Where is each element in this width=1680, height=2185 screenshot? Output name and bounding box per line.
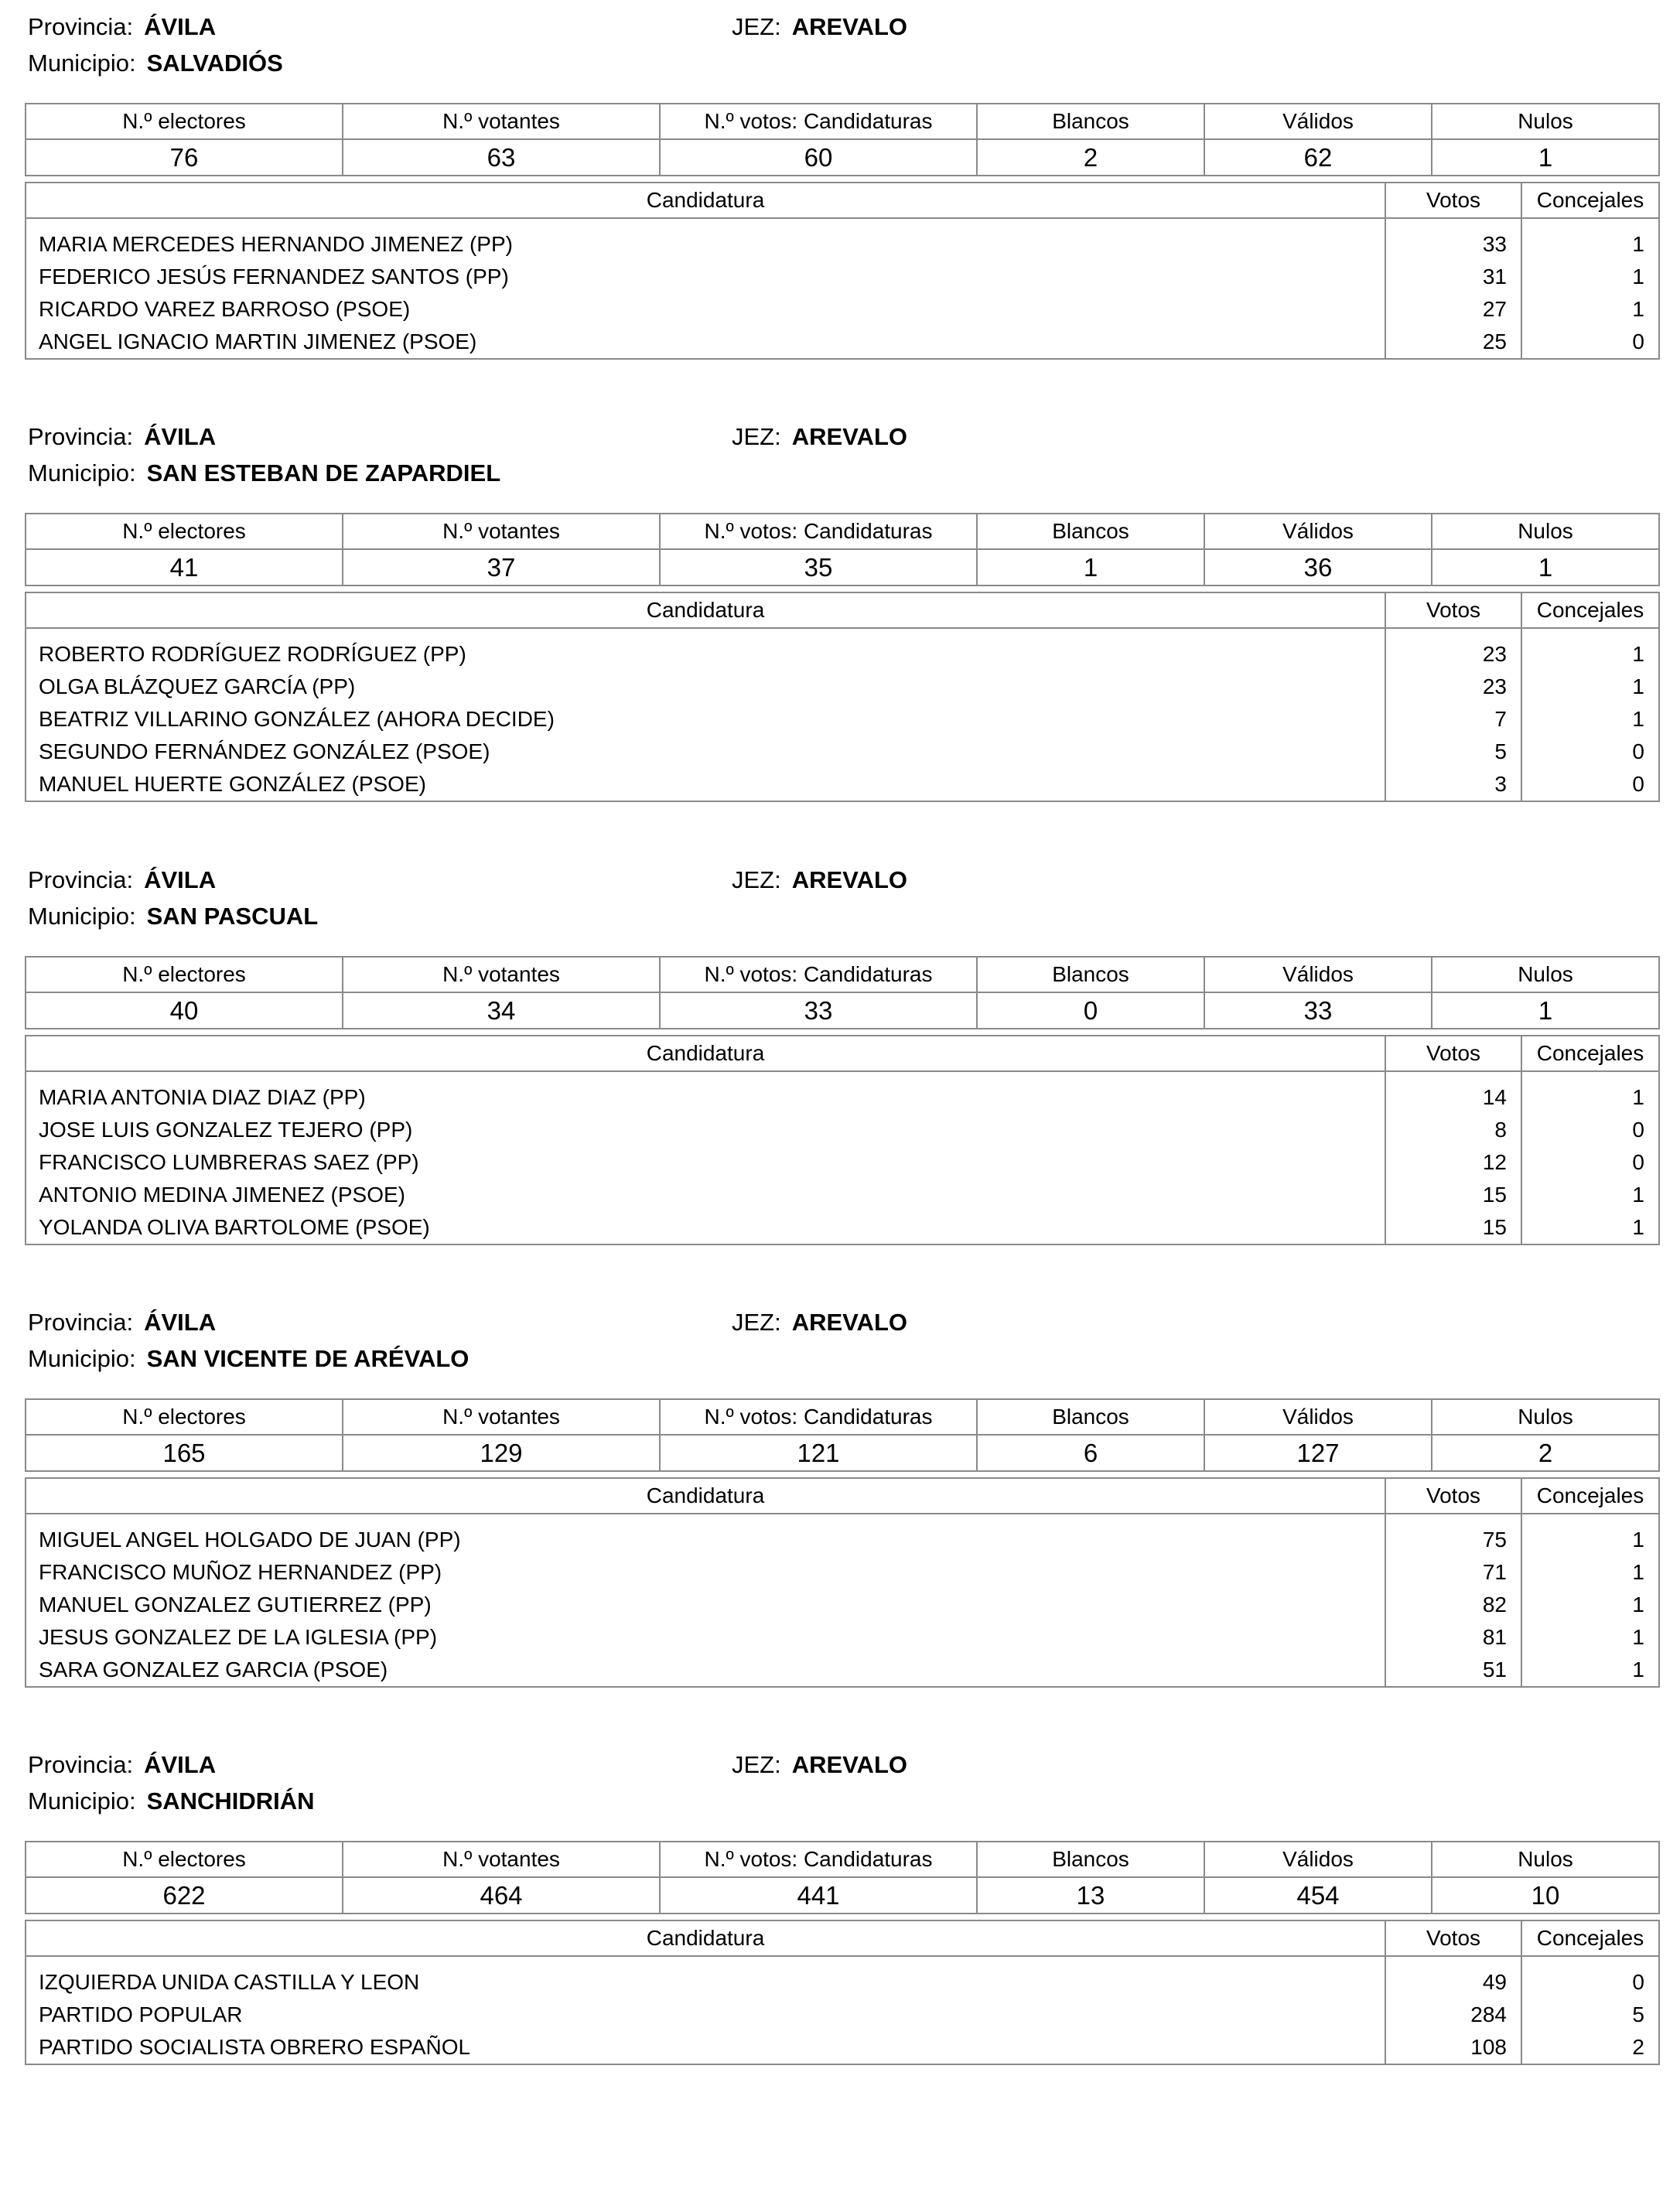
candidate-concejales: 0	[1521, 326, 1659, 359]
stats-header-cell: Válidos	[1204, 514, 1432, 549]
stats-value-cell: 127	[1204, 1435, 1432, 1471]
jez-label: JEZ:	[732, 1751, 781, 1778]
candidate-name: ROBERTO RODRÍGUEZ RODRÍGUEZ (PP)	[26, 638, 1385, 671]
stats-header-cell: Nulos	[1432, 104, 1659, 139]
candidate-concejales: 2	[1521, 2031, 1659, 2064]
stats-value-row	[26, 992, 1659, 1029]
jez-label: JEZ:	[732, 866, 781, 893]
stats-header-row	[26, 514, 1659, 549]
stats-value-cell: 441	[660, 1877, 977, 1914]
provincia-value: ÁVILA	[144, 1751, 217, 1778]
provincia-label: Provincia:	[28, 13, 134, 40]
candidate-votos: 23	[1385, 671, 1521, 703]
candidate-votos: 27	[1385, 293, 1521, 326]
spacer-cell	[1521, 1071, 1659, 1081]
provincia-line	[28, 424, 216, 450]
spacer-cell	[26, 1514, 1385, 1524]
candidate-name: PARTIDO SOCIALISTA OBRERO ESPAÑOL	[26, 2031, 1385, 2064]
stats-value-cell: 129	[343, 1435, 660, 1471]
candidate-concejales: 1	[1521, 703, 1659, 736]
jez-value: AREVALO	[791, 866, 907, 893]
jez-label: JEZ:	[732, 13, 781, 40]
candidate-name: FEDERICO JESÚS FERNANDEZ SANTOS (PP)	[26, 261, 1385, 293]
candidate-concejales: 1	[1521, 1179, 1659, 1211]
candidate-votos: 15	[1385, 1211, 1521, 1244]
stats-value-cell: 34	[343, 992, 660, 1029]
stats-header-cell: N.º votos: Candidaturas	[660, 1842, 977, 1877]
candidate-votos: 15	[1385, 1179, 1521, 1211]
candidate-row	[26, 1146, 1659, 1179]
candidate-concejales: 1	[1521, 671, 1659, 703]
candidate-concejales: 0	[1521, 1966, 1659, 1999]
candidate-name: MARIA MERCEDES HERNANDO JIMENEZ (PP)	[26, 228, 1385, 261]
spacer-cell	[1521, 1514, 1659, 1524]
jez-line	[732, 14, 907, 40]
stats-value-cell: 1	[1432, 139, 1659, 176]
provincia-value: ÁVILA	[144, 423, 217, 450]
candidates-table	[25, 1035, 1660, 1245]
stats-value-cell: 40	[26, 992, 343, 1029]
candidate-votos: 51	[1385, 1654, 1521, 1687]
candidate-row	[26, 1654, 1659, 1687]
candidate-concejales: 1	[1521, 228, 1659, 261]
candidate-concejales: 0	[1521, 1146, 1659, 1179]
stats-value-cell: 454	[1204, 1877, 1432, 1914]
stats-value-cell: 622	[26, 1877, 343, 1914]
municipio-label: Municipio:	[28, 1345, 136, 1372]
candidate-name: FRANCISCO LUMBRERAS SAEZ (PP)	[26, 1146, 1385, 1179]
spacer-cell	[26, 628, 1385, 638]
candidate-votos: 7	[1385, 703, 1521, 736]
candidate-row	[26, 2031, 1659, 2064]
spacer-cell	[1521, 628, 1659, 638]
stats-table	[25, 1398, 1660, 1472]
stats-value-cell: 63	[343, 139, 660, 176]
candidates-header-cell: Votos	[1385, 183, 1521, 218]
jez-label: JEZ:	[732, 1309, 781, 1336]
jez-value: AREVALO	[791, 1309, 907, 1336]
candidates-header-cell: Votos	[1385, 1478, 1521, 1514]
municipality-block	[0, 1752, 1680, 2185]
candidate-row	[26, 326, 1659, 359]
jez-value: AREVALO	[791, 13, 907, 40]
stats-header-cell: Válidos	[1204, 104, 1432, 139]
stats-value-cell: 464	[343, 1877, 660, 1914]
candidate-name: OLGA BLÁZQUEZ GARCÍA (PP)	[26, 671, 1385, 703]
candidate-votos: 31	[1385, 261, 1521, 293]
municipio-value: SAN PASCUAL	[146, 903, 319, 930]
candidate-concejales: 1	[1521, 1081, 1659, 1114]
stats-header-row	[26, 957, 1659, 992]
stats-header-cell: Válidos	[1204, 1399, 1432, 1435]
candidate-votos: 81	[1385, 1621, 1521, 1654]
municipio-line	[28, 460, 500, 487]
candidate-row	[26, 703, 1659, 736]
candidate-votos: 5	[1385, 736, 1521, 768]
stats-header-cell: N.º electores	[26, 1842, 343, 1877]
stats-value-cell: 33	[1204, 992, 1432, 1029]
candidate-concejales: 1	[1521, 1556, 1659, 1589]
candidate-name: FRANCISCO MUÑOZ HERNANDEZ (PP)	[26, 1556, 1385, 1589]
candidates-header-cell: Candidatura	[26, 1920, 1385, 1956]
provincia-line	[28, 1309, 216, 1336]
candidate-votos: 82	[1385, 1589, 1521, 1621]
stats-value-cell: 2	[977, 139, 1204, 176]
candidate-votos: 12	[1385, 1146, 1521, 1179]
candidate-row	[26, 293, 1659, 326]
candidate-votos: 75	[1385, 1524, 1521, 1556]
stats-value-cell: 165	[26, 1435, 343, 1471]
candidates-header-cell: Concejales	[1521, 1920, 1659, 1956]
municipio-line	[28, 1788, 315, 1815]
candidate-row	[26, 1114, 1659, 1146]
stats-header-cell: N.º votantes	[343, 104, 660, 139]
candidate-votos: 8	[1385, 1114, 1521, 1146]
candidates-header-row	[26, 592, 1659, 628]
spacer-cell	[1385, 1514, 1521, 1524]
stats-value-cell: 1	[977, 549, 1204, 586]
jez-value: AREVALO	[791, 1751, 907, 1778]
stats-value-row	[26, 1877, 1659, 1914]
candidates-header-cell: Candidatura	[26, 1478, 1385, 1514]
municipio-label: Municipio:	[28, 903, 136, 930]
municipality-block	[0, 867, 1680, 1300]
stats-table	[25, 1841, 1660, 1914]
stats-value-cell: 6	[977, 1435, 1204, 1471]
spacer-cell	[1521, 218, 1659, 228]
provincia-value: ÁVILA	[144, 866, 217, 893]
jez-label: JEZ:	[732, 423, 781, 450]
spacer-cell	[1521, 1956, 1659, 1966]
municipio-value: SANCHIDRIÁN	[146, 1787, 315, 1815]
candidates-header-cell: Candidatura	[26, 1036, 1385, 1071]
stats-value-cell: 33	[660, 992, 977, 1029]
stats-value-cell: 0	[977, 992, 1204, 1029]
stats-header-cell: Nulos	[1432, 514, 1659, 549]
stats-header-cell: Válidos	[1204, 1842, 1432, 1877]
candidates-header-cell: Candidatura	[26, 183, 1385, 218]
candidate-row	[26, 638, 1659, 671]
candidates-header-row	[26, 1036, 1659, 1071]
stats-value-cell: 60	[660, 139, 977, 176]
stats-header-cell: Blancos	[977, 104, 1204, 139]
candidate-row	[26, 768, 1659, 801]
candidate-row	[26, 1211, 1659, 1244]
spacer-cell	[1385, 1956, 1521, 1966]
stats-value-cell: 37	[343, 549, 660, 586]
stats-value-cell: 1	[1432, 549, 1659, 586]
candidates-header-row	[26, 183, 1659, 218]
stats-value-cell: 2	[1432, 1435, 1659, 1471]
jez-line	[732, 867, 907, 893]
candidates-header-row	[26, 1478, 1659, 1514]
spacer-cell	[1385, 628, 1521, 638]
stats-header-cell: N.º votantes	[343, 1399, 660, 1435]
municipality-block	[0, 14, 1680, 447]
candidate-name: MIGUEL ANGEL HOLGADO DE JUAN (PP)	[26, 1524, 1385, 1556]
provincia-line	[28, 14, 216, 40]
candidates-header-cell: Candidatura	[26, 592, 1385, 628]
candidate-concejales: 1	[1521, 1621, 1659, 1654]
candidates-header-row	[26, 1920, 1659, 1956]
candidate-concejales: 5	[1521, 1999, 1659, 2031]
municipio-value: SAN VICENTE DE ARÉVALO	[146, 1345, 470, 1372]
stats-table	[25, 513, 1660, 586]
municipality-block	[0, 424, 1680, 857]
stats-header-cell: Blancos	[977, 514, 1204, 549]
stats-header-cell: N.º votantes	[343, 1842, 660, 1877]
stats-value-cell: 1	[1432, 992, 1659, 1029]
candidates-table	[25, 1920, 1660, 2065]
stats-value-row	[26, 1435, 1659, 1471]
stats-value-cell: 76	[26, 139, 343, 176]
candidate-name: MANUEL GONZALEZ GUTIERREZ (PP)	[26, 1589, 1385, 1621]
candidate-votos: 23	[1385, 638, 1521, 671]
stats-header-cell: Blancos	[977, 957, 1204, 992]
candidate-name: RICARDO VAREZ BARROSO (PSOE)	[26, 293, 1385, 326]
candidate-row	[26, 1589, 1659, 1621]
candidate-row	[26, 736, 1659, 768]
stats-table	[25, 103, 1660, 176]
candidate-name: BEATRIZ VILLARINO GONZÁLEZ (AHORA DECIDE)	[26, 703, 1385, 736]
stats-header-cell: N.º votantes	[343, 957, 660, 992]
municipio-line	[28, 50, 283, 77]
jez-line	[732, 1309, 907, 1336]
candidate-row	[26, 1081, 1659, 1114]
candidate-concejales: 1	[1521, 261, 1659, 293]
stats-value-row	[26, 139, 1659, 176]
candidate-votos: 14	[1385, 1081, 1521, 1114]
stats-value-cell: 62	[1204, 139, 1432, 176]
candidate-name: YOLANDA OLIVA BARTOLOME (PSOE)	[26, 1211, 1385, 1244]
candidates-table	[25, 1477, 1660, 1688]
provincia-line	[28, 867, 216, 893]
provincia-label: Provincia:	[28, 423, 134, 450]
candidate-concejales: 1	[1521, 1589, 1659, 1621]
stats-value-cell: 41	[26, 549, 343, 586]
candidate-votos: 71	[1385, 1556, 1521, 1589]
candidate-concejales: 1	[1521, 1524, 1659, 1556]
candidate-row	[26, 228, 1659, 261]
stats-table	[25, 956, 1660, 1029]
stats-value-cell: 121	[660, 1435, 977, 1471]
candidate-name: MARIA ANTONIA DIAZ DIAZ (PP)	[26, 1081, 1385, 1114]
stats-value-cell: 13	[977, 1877, 1204, 1914]
stats-header-cell: Blancos	[977, 1842, 1204, 1877]
candidates-header-cell: Concejales	[1521, 183, 1659, 218]
candidate-row	[26, 1524, 1659, 1556]
stats-header-cell: N.º votos: Candidaturas	[660, 957, 977, 992]
candidate-concejales: 1	[1521, 1211, 1659, 1244]
candidate-votos: 25	[1385, 326, 1521, 359]
municipio-label: Municipio:	[28, 459, 136, 487]
candidate-name: SARA GONZALEZ GARCIA (PSOE)	[26, 1654, 1385, 1687]
candidate-row	[26, 1556, 1659, 1589]
provincia-label: Provincia:	[28, 1309, 134, 1336]
candidate-name: ANTONIO MEDINA JIMENEZ (PSOE)	[26, 1179, 1385, 1211]
candidates-header-cell: Votos	[1385, 1036, 1521, 1071]
stats-value-cell: 36	[1204, 549, 1432, 586]
candidate-concejales: 1	[1521, 293, 1659, 326]
spacer-cell	[1385, 1071, 1521, 1081]
provincia-value: ÁVILA	[144, 13, 217, 40]
spacer-cell	[1385, 218, 1521, 228]
municipio-label: Municipio:	[28, 50, 136, 77]
provincia-label: Provincia:	[28, 866, 134, 893]
candidate-row	[26, 1179, 1659, 1211]
candidate-name: JESUS GONZALEZ DE LA IGLESIA (PP)	[26, 1621, 1385, 1654]
jez-line	[732, 424, 907, 450]
municipio-line	[28, 1346, 469, 1372]
candidate-row	[26, 1621, 1659, 1654]
candidates-header-cell: Concejales	[1521, 592, 1659, 628]
stats-header-cell: N.º electores	[26, 514, 343, 549]
spacer-cell	[26, 218, 1385, 228]
stats-header-cell: Válidos	[1204, 957, 1432, 992]
candidates-header-cell: Concejales	[1521, 1478, 1659, 1514]
candidate-votos: 3	[1385, 768, 1521, 801]
candidate-concejales: 0	[1521, 1114, 1659, 1146]
stats-value-row	[26, 549, 1659, 586]
candidate-name: JOSE LUIS GONZALEZ TEJERO (PP)	[26, 1114, 1385, 1146]
jez-line	[732, 1752, 907, 1778]
candidates-table	[25, 592, 1660, 802]
candidate-votos: 284	[1385, 1999, 1521, 2031]
municipio-value: SALVADIÓS	[146, 50, 283, 77]
candidate-name: ANGEL IGNACIO MARTIN JIMENEZ (PSOE)	[26, 326, 1385, 359]
stats-header-cell: N.º electores	[26, 957, 343, 992]
stats-header-cell: N.º votantes	[343, 514, 660, 549]
spacer-cell	[26, 1956, 1385, 1966]
municipality-block	[0, 1309, 1680, 1743]
candidate-concejales: 1	[1521, 638, 1659, 671]
provincia-line	[28, 1752, 216, 1778]
stats-header-row	[26, 104, 1659, 139]
candidate-name: IZQUIERDA UNIDA CASTILLA Y LEON	[26, 1966, 1385, 1999]
municipio-line	[28, 903, 318, 930]
candidate-concejales: 0	[1521, 768, 1659, 801]
provincia-value: ÁVILA	[144, 1309, 217, 1336]
candidate-votos: 49	[1385, 1966, 1521, 1999]
stats-header-cell: N.º electores	[26, 1399, 343, 1435]
stats-header-cell: Nulos	[1432, 1399, 1659, 1435]
stats-header-cell: N.º votos: Candidaturas	[660, 514, 977, 549]
stats-header-cell: N.º votos: Candidaturas	[660, 1399, 977, 1435]
candidates-header-cell: Concejales	[1521, 1036, 1659, 1071]
municipio-label: Municipio:	[28, 1787, 136, 1815]
candidate-concejales: 1	[1521, 1654, 1659, 1687]
candidate-votos: 33	[1385, 228, 1521, 261]
stats-header-cell: Nulos	[1432, 957, 1659, 992]
candidate-concejales: 0	[1521, 736, 1659, 768]
candidates-header-cell: Votos	[1385, 592, 1521, 628]
candidate-votos: 108	[1385, 2031, 1521, 2064]
provincia-label: Provincia:	[28, 1751, 134, 1778]
stats-header-cell: Blancos	[977, 1399, 1204, 1435]
stats-header-cell: Nulos	[1432, 1842, 1659, 1877]
stats-header-row	[26, 1399, 1659, 1435]
candidate-row	[26, 261, 1659, 293]
municipio-value: SAN ESTEBAN DE ZAPARDIEL	[146, 459, 501, 487]
spacer-cell	[26, 1071, 1385, 1081]
candidate-row	[26, 1999, 1659, 2031]
candidate-name: MANUEL HUERTE GONZÁLEZ (PSOE)	[26, 768, 1385, 801]
candidate-name: PARTIDO POPULAR	[26, 1999, 1385, 2031]
stats-header-row	[26, 1842, 1659, 1877]
stats-value-cell: 35	[660, 549, 977, 586]
candidate-row	[26, 1966, 1659, 1999]
candidates-header-cell: Votos	[1385, 1920, 1521, 1956]
jez-value: AREVALO	[791, 423, 907, 450]
candidate-name: SEGUNDO FERNÁNDEZ GONZÁLEZ (PSOE)	[26, 736, 1385, 768]
stats-value-cell: 10	[1432, 1877, 1659, 1914]
stats-header-cell: N.º votos: Candidaturas	[660, 104, 977, 139]
stats-header-cell: N.º electores	[26, 104, 343, 139]
candidate-row	[26, 671, 1659, 703]
candidates-table	[25, 182, 1660, 360]
